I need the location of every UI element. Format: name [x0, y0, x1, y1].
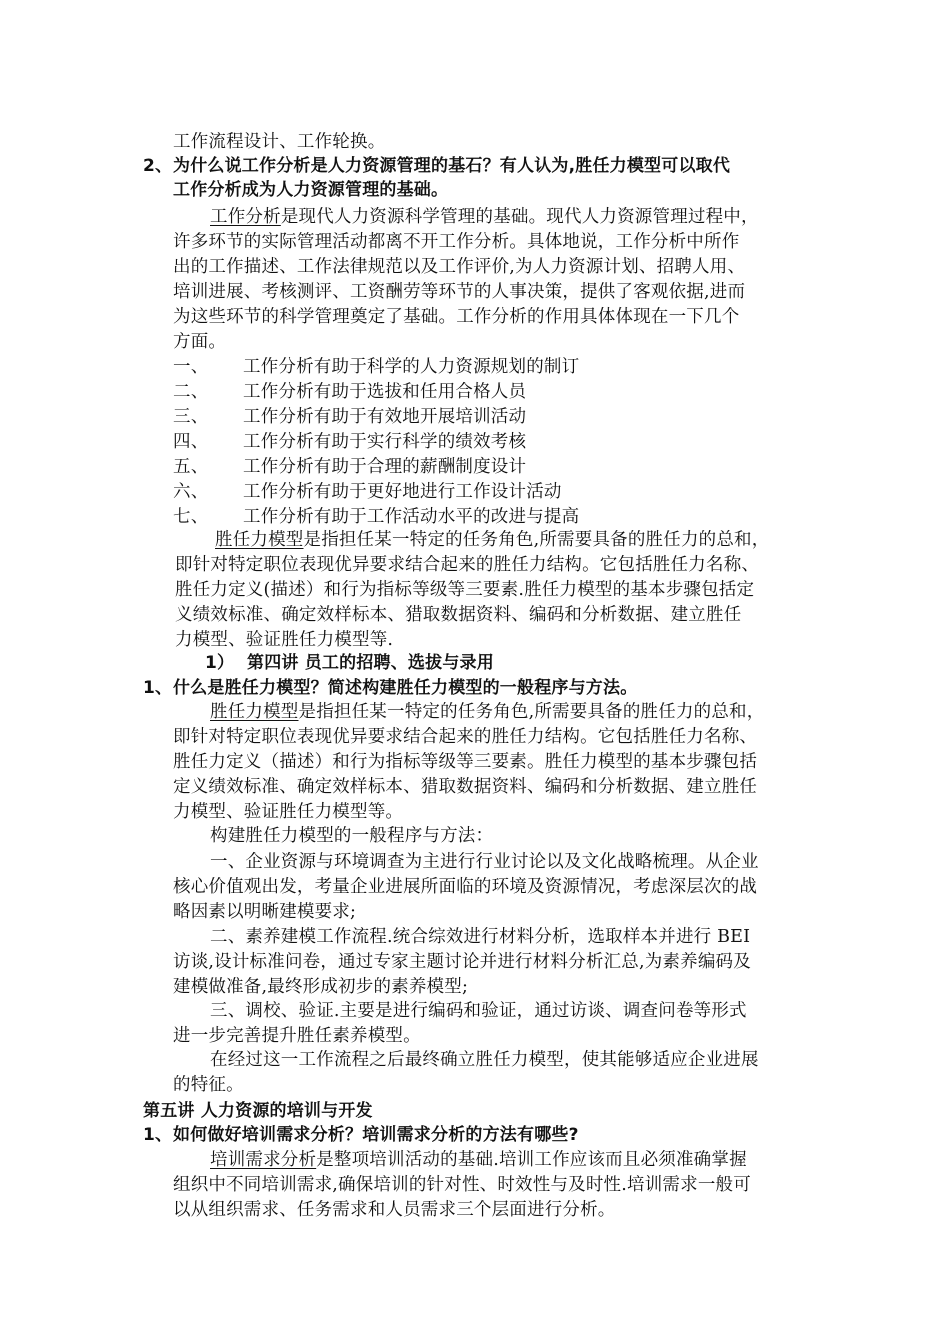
paragraph-line: 力模型、验证胜任力模型等.	[175, 630, 394, 650]
paragraph-line	[210, 205, 759, 229]
paragraph-line: 胜任力定义（描述）和行为指标等级等三要素。胜任力模型的基本步骤包括	[173, 752, 758, 772]
paragraph-line: 即针对特定职位表现优异要求结合起来的胜任力结构。它包括胜任力名称、	[175, 555, 760, 575]
paragraph-line	[215, 528, 769, 552]
paragraph-line: 定义绩效标准、确定效样标本、猎取数据资料、编码和分析数据、建立胜任	[173, 777, 758, 797]
paragraph-line: 构建胜任力模型的一般程序与方法：	[210, 826, 494, 846]
question-heading	[143, 154, 730, 178]
question-text: 如何做好培训需求分析？培训需求分析的方法有哪些?	[173, 1125, 579, 1145]
paragraph-line: 访谈,设计标准问卷，通过专家主题讨论并进行材料分析汇总,为素养编码及	[173, 952, 751, 972]
list-item	[173, 355, 579, 379]
term-underlined: 胜任力模型	[210, 702, 299, 722]
list-text: 工作分析有助于有效地开展培训活动	[243, 407, 527, 427]
list-text: 工作分析有助于实行科学的绩效考核	[243, 432, 527, 452]
paragraph-line: 培训进展、考核测评、工资酬劳等环节的人事决策，提供了客观依据,进而	[173, 282, 746, 302]
list-text: 工作分析有助于科学的人力资源规划的制订	[243, 357, 580, 377]
question-heading	[143, 676, 637, 700]
question-heading	[143, 1123, 579, 1147]
paragraph-line: 一、企业资源与环境调查为主进行行业讨论以及文化战略梳理。从企业	[210, 852, 759, 872]
list-item	[173, 405, 526, 429]
paragraph-line	[210, 1148, 747, 1172]
paragraph-line: 方面。	[173, 332, 227, 352]
paragraph-text: 是整项培训活动的基础.培训工作应该而且必须准确掌握	[316, 1150, 747, 1170]
paragraph-line: 组织中不同培训需求,确保培训的针对性、时效性与及时性.培训需求一般可	[173, 1175, 751, 1195]
list-number: 五、	[173, 457, 209, 477]
paragraph-line: 即针对特定职位表现优异要求结合起来的胜任力结构。它包括胜任力名称、	[173, 727, 758, 747]
question-heading-cont: 工作分析成为人力资源管理的基础。	[173, 180, 449, 200]
paragraph-line: 力模型、验证胜任力模型等。	[173, 802, 404, 822]
list-number: 七、	[173, 507, 209, 527]
paragraph-text: 是指担任某一特定的任务角色,所需要具备的胜任力的总和，	[303, 530, 770, 550]
list-number: 六、	[173, 482, 209, 502]
list-item	[173, 455, 526, 479]
paragraph-line: 核心价值观出发，考量企业进展所面临的环境及资源情况，考虑深层次的战	[173, 877, 758, 897]
list-number: 二、	[173, 382, 209, 402]
question-text: 什么是胜任力模型？简述构建胜任力模型的一般程序与方法。	[173, 678, 638, 698]
paragraph-line: 建模做准备,最终形成初步的素养模型;	[173, 977, 469, 997]
paragraph-text: 是现代人力资源科学管理的基础。现代人力资源管理过程中，	[280, 207, 759, 227]
list-item	[173, 480, 562, 504]
paragraph-line: 以从组织需求、任务需求和人员需求三个层面进行分析。	[173, 1200, 616, 1220]
list-item	[173, 505, 579, 529]
paragraph-line	[210, 700, 764, 724]
paragraph-line: 许多环节的实际管理活动都离不开工作分析。具体地说，工作分析中所作	[173, 232, 740, 252]
paragraph-line: 胜任力定义(描述）和行为指标等级等三要素.胜任力模型的基本步骤包括定	[175, 580, 755, 600]
question-number: 1、	[143, 1125, 173, 1145]
list-number: 一、	[173, 357, 209, 377]
list-number: 四、	[173, 432, 209, 452]
paragraph-line: 进一步完善提升胜任素养模型。	[173, 1026, 421, 1046]
lecture-title: 第四讲 员工的招聘、选拔与录用	[247, 653, 494, 673]
list-number: 三、	[173, 407, 209, 427]
question-number: 2、	[143, 156, 173, 176]
list-item	[173, 430, 526, 454]
lecture-heading	[205, 651, 494, 675]
question-number: 1、	[143, 678, 173, 698]
text-line: 工作流程设计、工作轮换。	[173, 132, 386, 152]
paragraph-line: 义绩效标准、确定效样标本、猎取数据资料、编码和分析数据、建立胜任	[175, 605, 742, 625]
paragraph-line: 出的工作描述、工作法律规范以及工作评价,为人力资源计划、招聘人用、	[173, 257, 746, 277]
list-text: 工作分析有助于更好地进行工作设计活动	[243, 482, 562, 502]
paragraph-line: 为这些环节的科学管理奠定了基础。工作分析的作用具体体现在一下几个	[173, 307, 740, 327]
paragraph-line: 的特征。	[173, 1075, 244, 1095]
paragraph-line: 在经过这一工作流程之后最终确立胜任力模型，使其能够适应企业进展	[210, 1050, 759, 1070]
list-text: 工作分析有助于选拔和任用合格人员	[243, 382, 527, 402]
paragraph-line: 略因素以明晰建模要求;	[173, 902, 357, 922]
lecture-number: 1）	[205, 653, 235, 673]
lecture-heading: 第五讲 人力资源的培训与开发	[143, 1101, 373, 1121]
question-text: 为什么说工作分析是人力资源管理的基石？有人认为,胜任力模型可以取代	[173, 156, 731, 176]
paragraph-line: 二、素养建模工作流程.统合综效进行材料分析，选取样本并进行 BEI	[210, 927, 751, 947]
paragraph-text: 是指担任某一特定的任务角色,所需要具备的胜任力的总和，	[298, 702, 765, 722]
list-item	[173, 380, 526, 404]
list-text: 工作分析有助于工作活动水平的改进与提高	[243, 507, 580, 527]
term-underlined: 工作分析	[210, 207, 281, 227]
term-underlined: 胜任力模型	[215, 530, 304, 550]
term-underlined: 培训需求分析	[210, 1150, 317, 1170]
list-text: 工作分析有助于合理的薪酬制度设计	[243, 457, 527, 477]
paragraph-line: 三、调校、验证.主要是进行编码和验证，通过访谈、调查问卷等形式	[210, 1001, 747, 1021]
